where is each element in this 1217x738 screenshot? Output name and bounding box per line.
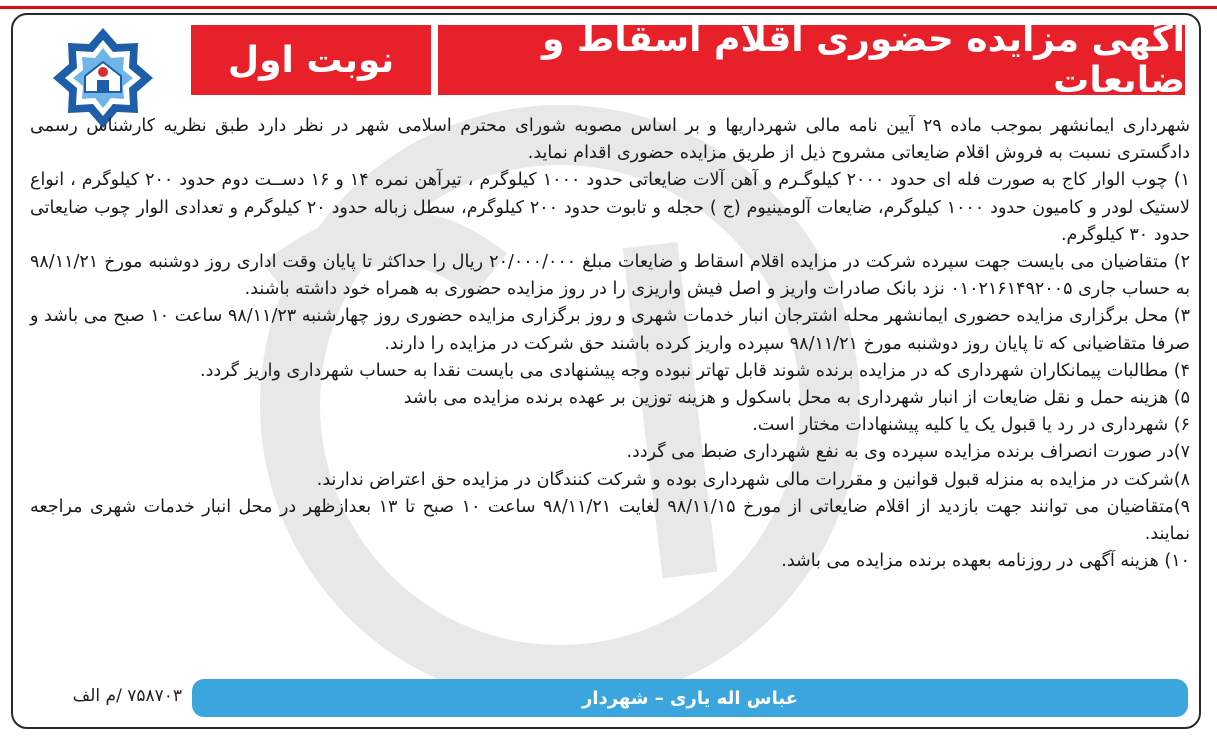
- notice-title: آگهی مزایده حضوری اقلام اسقاط و ضایعات: [438, 25, 1185, 95]
- notice-body: [30, 113, 1190, 575]
- signature-bar: عباس اله یاری – شهردار: [192, 679, 1188, 717]
- ad-code: ۷۵۸۷۰۳ /م الف: [72, 686, 182, 706]
- list-item: ۳) محل برگزاری مزایده حضوری ایمانشهر محله اشترجان انبار خدمات شهری و روز برگزاری مزایده حضوری روز چهارشنبه ۹۸/۱۱/۲۳ ساعت ۱۰ صبح می باشد و صرفا متقاضیانی که تا پایان روز دوشنبه مورخ ۹۸/۱۱/۲۱ سپرده واریز کرده باشند حق شرکت در مزایده را دارند.: [30, 306, 1190, 354]
- list-item: ۶) شهرداری در رد یا قبول یک یا کلیه پیشنهادات مختار است.: [752, 415, 1190, 436]
- list-item: ۹)متقاضیان می توانند جهت بازدید از اقلام ضایعاتی از مورخ ۹۸/۱۱/۱۵ لغایت ۹۸/۱۱/۲۱ ساعت ۱۰ صبح تا ۱۳ بعدازظهر در محل انبار خدمات شهری مراجعه نمایند.: [30, 496, 1190, 545]
- list-item: ۲) متقاضیان می بایست جهت سپرده شرکت در مزایده اقلام اسقاط و ضایعات مبلغ ۲۰/۰۰۰/۰۰۰ ریال را حداکثر تا پایان وقت اداری روز دوشنبه مورخ ۹۸/۱۱/۲۱ به حساب جاری ۰۱۰۲۱۶۱۴۹۲۰۰۵ نزد بانک صادرات واریز و اصل فیش واریزی را در روز مزایده حضوری به همراه خود داشته باشند.: [30, 252, 1190, 300]
- intro-paragraph: شهرداری ایمانشهر بموجب ماده ۲۹ آیین نامه مالی شهرداریها و بر اساس مصوبه شورای محترم اسلامی شهر در نظر دارد طبق نظریه کارشناس رسمی دادگستری نسبت به فروش اقلام ضایعاتی مشروح ذیل از طریق مزایده حضوری اقدام نماید.: [30, 116, 1190, 164]
- top-rule: [0, 6, 1217, 9]
- list-item: ۵) هزینه حمل و نقل ضایعات از انبار شهرداری به محل باسکول و هزینه توزین بر عهده برنده مزایده می باشد: [403, 388, 1190, 409]
- list-item: ۸)شرکت در مزایده به منزله قبول قوانین و مقررات مالی شهرداری بوده و شرکت کنندگان در مزایده حق اعتراض ندارند.: [316, 469, 1190, 490]
- list-item: ۱۰) هزینه آگهی در روزنامه بعهده برنده مزایده می باشد.: [781, 551, 1190, 572]
- list-item: ۴) مطالبات پیمانکاران شهرداری که در مزایده برنده شوند قابل تهاتر نبوده وجه پیشنهادی می بایست نقدا به حساب شهرداری واریز گردد.: [200, 360, 1190, 381]
- list-item: ۱) چوب الوار کاج به صورت فله ای حدود ۲۰۰۰ کیلوگـرم و آهن آلات ضایعاتی حدود ۱۰۰۰ کیلوگرم ، تیرآهن نمره ۱۴ و ۱۶ دســت دوم حدود ۲۰۰ کیلوگرم ، انواع لاستیک لودر و کامیون حدود ۱۰۰۰ کیلوگرم، ضایعات آلومینیوم (ج ) حجله و تابوت حدود ۲۰۰ کیلوگرم، سطل زباله حدود ۲۰ کیلوگرم و تعدادی الوار چوب ضایعاتی حدود ۳۰ کیلوگرم.: [30, 170, 1190, 245]
- list-item: ۷)در صورت انصراف برنده مزایده سپرده وی به نفع شهرداری ضبط می گردد.: [626, 442, 1190, 463]
- notice-round-badge: نوبت اول: [191, 25, 431, 95]
